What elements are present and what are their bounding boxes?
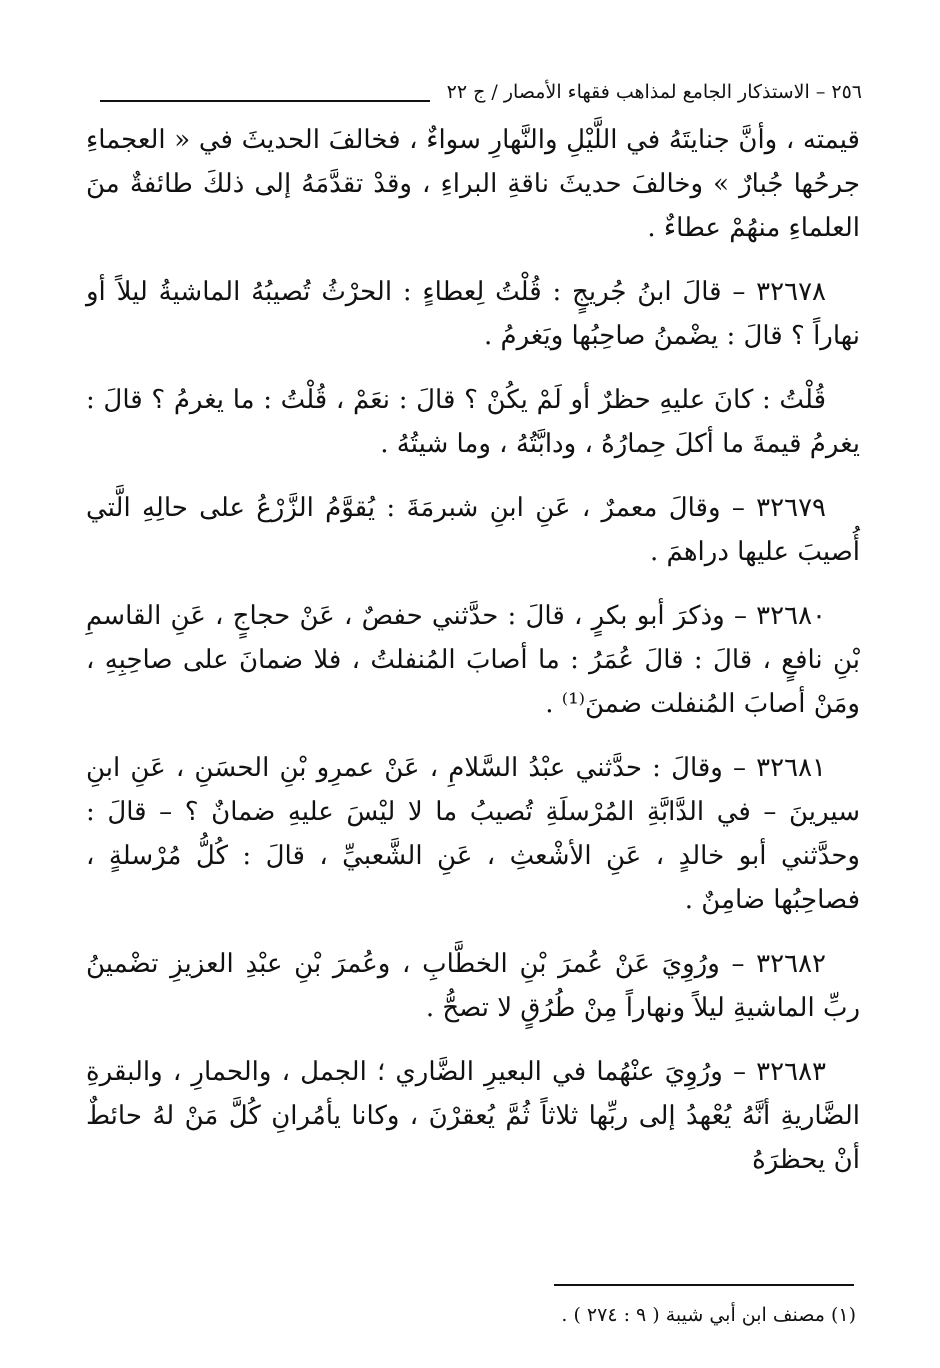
paragraph-32680: ٣٢٦٨٠ – وذكرَ أبو بكرٍ ، قالَ : حدَّثني حفصٌ ، عَنْ حجاجٍ ، عَنِ القاسمِ بْنِ نافعٍ ، قالَ : قالَ عُمَرُ : ما أصابَ المُنفلتُ ، فلا ضمانَ على صاحِبِهِ ، ومَنْ أصابَ المُنفلت ضمنَ⁽¹⁾ . <box>86 601 860 719</box>
paragraph-32678: ٣٢٦٧٨ – قالَ ابنُ جُريجٍ : قُلْتُ لِعطاءٍ : الحرْثُ تُصيبُهُ الماشيةُ ليلاً أو نهاراً ؟ قالَ : يضْمنُ صاحِبُها ويَغرمُ . <box>86 277 860 351</box>
paragraph-question: قُلْتُ : كانَ عليهِ حظرٌ أو لَمْ يكُنْ ؟ قالَ : نعَمْ ، قُلْتُ : ما يغرمُ ؟ قالَ : يغرمُ قيمةَ ما أكلَ حِمارُهُ ، ودابَّتُهُ ، وما شيتُهُ . <box>86 385 860 459</box>
running-header: ٢٥٦ – الاستذكار الجامع لمذاهب فقهاء الأمصار / ج ٢٢ <box>446 81 862 103</box>
paragraph-32683: ٣٢٦٨٣ – ورُوِيَ عنْهُما في البعيرِ الضَّاري ؛ الجمل ، والحمارِ ، والبقرةِ الضَّاريةِ أنَّهُ يُعْهدُ إلى ربِّها ثلاثاً ثُمَّ يُعقرْنَ ، وكانا يأمُرانِ كُلَّ مَنْ لهُ حائطٌ أنْ يحظرَهُ <box>86 1057 860 1175</box>
paragraph-32679: ٣٢٦٧٩ – وقالَ معمرٌ ، عَنِ ابنِ شبرمَةَ : يُقوَّمُ الزَّرْعُ على حالِهِ الَّتي أُصيبَ عليها دراهمَ . <box>86 493 860 567</box>
footnote: (١) مصنف ابن أبي شيبة ( ٩ : ٢٧٤ ) . <box>561 1304 856 1326</box>
footnote-divider <box>554 1284 854 1286</box>
header-divider <box>100 100 430 102</box>
paragraph-continuation: قيمته ، وأنَّ جنايتَهُ في اللَّيْلِ والنَّهارِ سواءٌ ، فخالفَ الحديثَ في « العجماءِ جرحُها جُبارٌ » وخالفَ حديثَ ناقةِ البراءِ ، وقدْ تقدَّمَهُ إلى ذلكَ طائفةٌ منَ العلماءِ منهُمْ عطاءٌ . <box>86 125 860 243</box>
paragraph-32682: ٣٢٦٨٢ – ورُوِيَ عَنْ عُمرَ بْنِ الخطَّابِ ، وعُمرَ بْنِ عبْدِ العزيزِ تضْمينُ ربِّ الماشيةِ ليلاً ونهاراً مِنْ طُرُقٍ لا تصحُّ . <box>86 949 860 1023</box>
paragraph-32681: ٣٢٦٨١ – وقالَ : حدَّثني عبْدُ السَّلامِ ، عَنْ عمرِو بْنِ الحسَنِ ، عَنِ ابنِ سيرينَ – في الدَّابَّةِ المُرْسلَةِ تُصيبُ ما لا ليْسَ عليهِ ضمانٌ ؟ – قالَ : وحدَّثني أبو خالدٍ ، عَنِ الأشْعثِ ، عَنِ الشَّعبيِّ ، قالَ : كُلُّ مُرْسلةٍ ، فصاحِبُها ضامِنٌ . <box>86 753 860 915</box>
main-text <box>86 118 860 1202</box>
